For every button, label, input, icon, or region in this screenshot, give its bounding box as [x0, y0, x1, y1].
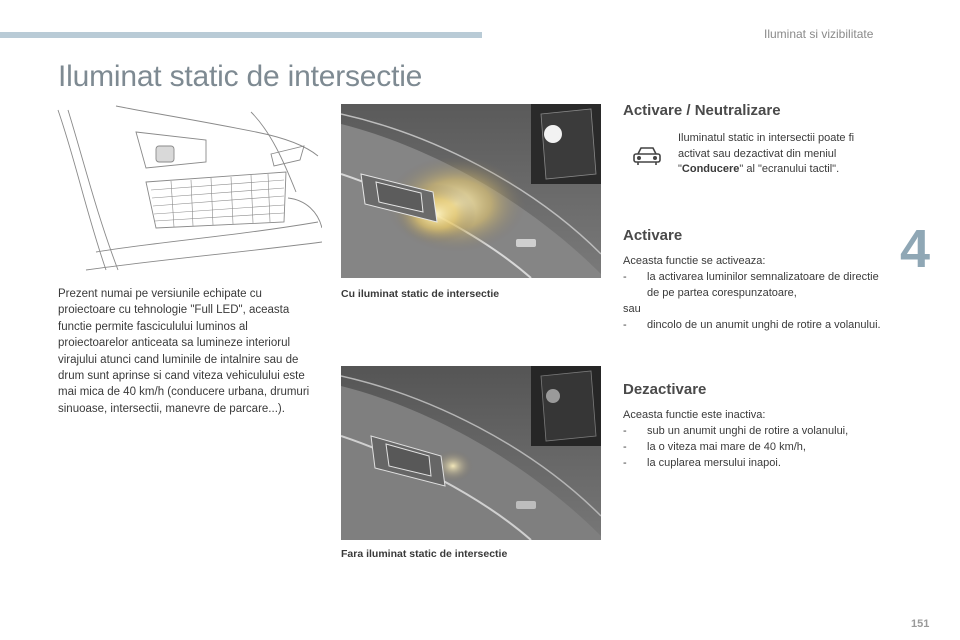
caption-with-light: Cu iluminat static de intersectie — [341, 288, 500, 300]
caption-without-light: Fara iluminat static de intersectie — [341, 548, 508, 560]
deactivation-intro: Aceasta functie este inactiva: — [623, 409, 766, 421]
activation-item-2: dincolo de un anumit unghi de rotire a volanului. — [647, 319, 881, 331]
activation-intro: Aceasta functie se activeaza: — [623, 255, 766, 267]
deactivation-item-3: la cuplarea mersului inapoi. — [647, 457, 781, 469]
deactivation-item-1: sub un anumit unghi de rotire a volanului, — [647, 425, 849, 437]
fog-lamp-illustration — [56, 102, 322, 274]
section-activation — [623, 227, 883, 333]
deactivation-heading: Dezactivare — [623, 381, 707, 398]
section-deactivation — [623, 381, 883, 471]
deactivation-item-2: la o viteza mai mare de 40 km/h, — [647, 441, 806, 453]
deactivation-body — [623, 407, 883, 471]
section-activation-toggle — [623, 102, 883, 119]
car-icon — [632, 145, 662, 167]
intro-paragraph: Prezent numai pe versiunile echipate cu proiectoare cu tehnologie "Full LED", aceasta functie permite fasciculului luminos al proiectoarelor anticeata sa lumineze interiorul virajului atunci cand luminile de intalnire sau de drum sunt aprinse si cand viteza vehiculului este mai mica de 40 km/h (conducere urbana, drumuri sinuoase, intersectii, manevre de parcare...). — [58, 288, 310, 415]
list-item: - dincolo de un anumit unghi de rotire a volanului. — [623, 317, 883, 333]
page-number: 151 — [911, 618, 930, 630]
list-item: - la cuplarea mersului inapoi. — [623, 455, 883, 471]
activation-toggle-text-after: " al "ecranului tactil". — [739, 163, 840, 175]
list-item: - la activarea luminilor semnalizatoare de directie de pe partea corespunzatoare, — [623, 269, 883, 301]
header-accent-bar — [0, 32, 482, 38]
activation-body — [623, 253, 883, 333]
activation-or: sau — [623, 303, 641, 315]
menu-name-conducere: Conducere — [681, 163, 740, 175]
activation-item-1: la activarea luminilor semnalizatoare de directie de pe partea corespunzatoare, — [647, 271, 879, 299]
chapter-number: 4 — [900, 219, 931, 279]
list-item: - la o viteza mai mare de 40 km/h, — [623, 439, 883, 455]
page-title: Iluminat static de intersectie — [58, 60, 423, 93]
activation-toggle-text-before: Iluminatul static in intersectii poate fi activat sau dezactivat din meniul " — [678, 132, 855, 175]
activation-toggle-text — [678, 131, 883, 178]
photo-with-cornering-light — [341, 104, 601, 278]
activation-toggle-heading: Activare / Neutralizare — [623, 102, 781, 119]
section-header: Iluminat si vizibilitate — [764, 27, 874, 41]
list-item: - sub un anumit unghi de rotire a volanului, — [623, 423, 883, 439]
activation-heading: Activare — [623, 227, 683, 244]
photo-without-cornering-light — [341, 366, 601, 540]
